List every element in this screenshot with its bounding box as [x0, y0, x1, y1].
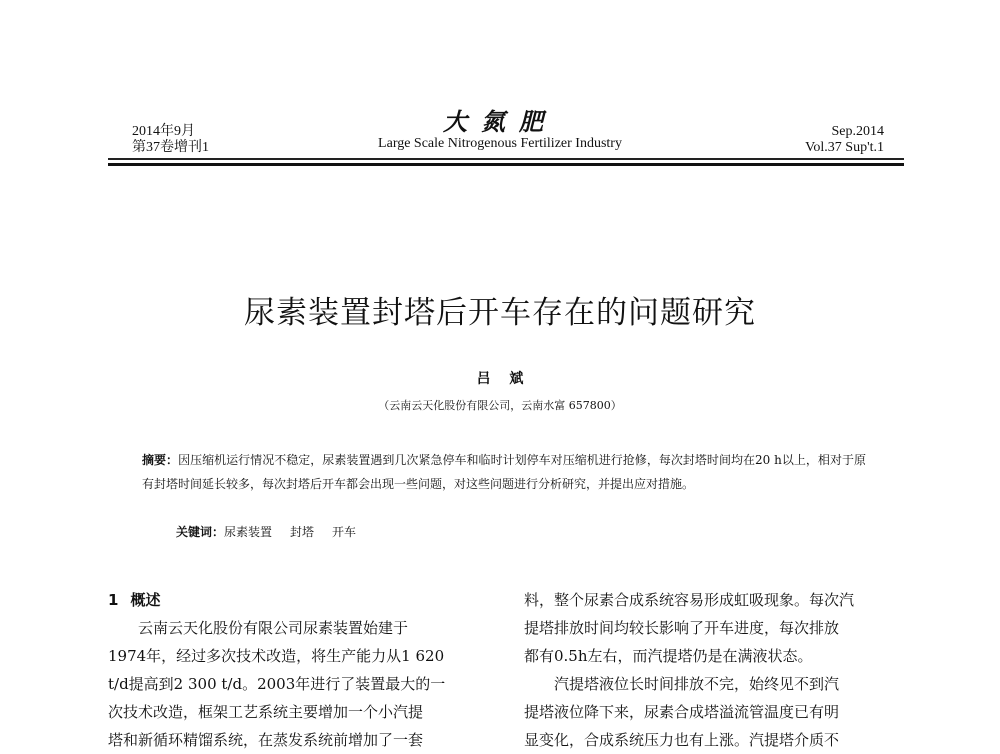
section-number: 1 [108, 591, 119, 609]
section-title: 概述 [130, 591, 161, 609]
body-line: 显变化，合成系统压力也有上涨。汽提塔介质不 [524, 731, 840, 749]
author-affiliation: （云南云天化股份有限公司，云南水富 657800） [378, 399, 622, 412]
body-line: 1974年，经过多次技术改造，将生产能力从1 620 [108, 647, 445, 665]
journal-name-en: Large Scale Nitrogenous Fertilizer Industry [378, 136, 622, 151]
header-rule-thick [108, 163, 904, 166]
body-line: t/d提高到2 300 t/d。2003年进行了装置最大的一 [108, 675, 446, 693]
issue-volume-en: Vol.37 Sup't.1 [805, 140, 884, 155]
body-line: 都有0.5h左右，而汽提塔仍是在满液状态。 [524, 647, 813, 665]
issue-date-en: Sep.2014 [831, 124, 884, 139]
author-name: 吕 斌 [476, 371, 524, 387]
body-line: 塔和新循环精馏系统，在蒸发系统前增加了一套 [108, 731, 424, 749]
header-rule-thin [108, 158, 904, 160]
header-right [805, 124, 884, 156]
section-heading [108, 586, 492, 614]
issue-volume-cn: 第37卷增刊1 [132, 140, 209, 155]
body-line: 料，整个尿素合成系统容易形成虹吸现象。每次汽 [524, 591, 855, 609]
body-line: 汽提塔液位长时间排放不完，始终见不到汽 [524, 675, 840, 693]
abstract-label: 摘要： [142, 453, 179, 467]
issue-date-cn: 2014年9月 [132, 124, 195, 139]
body-column-right [524, 586, 908, 754]
body-line: 提塔液位降下来，尿素合成塔溢流管温度已有明 [524, 703, 840, 721]
body-line: 次技术改造，框架工艺系统主要增加一个小汽提 [108, 703, 424, 721]
body-column-left [108, 586, 492, 754]
keyword: 开车 [332, 525, 357, 539]
body-line: 云南云天化股份有限公司尿素装置始建于 [108, 619, 409, 637]
abstract [142, 448, 866, 496]
article-title: 尿素装置封塔后开车存在的问题研究 [244, 295, 756, 331]
keywords [176, 520, 374, 544]
keyword: 尿素装置 [224, 525, 273, 539]
keyword: 封塔 [290, 525, 315, 539]
abstract-text: 因压缩机运行情况不稳定，尿素装置遇到几次紧急停车和临时计划停车对压缩机进行抢修，每次封塔时间均在20 h以上，相对于原有封塔时间延长较多，每次封塔后开车都会出现一些问题，对这些问题进行分析研究，并提出应对措施。 [142, 453, 866, 491]
journal-logo: 大氮肥 [443, 107, 557, 136]
keywords-label: 关键词： [176, 525, 225, 539]
body-line: 提塔排放时间均较长影响了开车进度，每次排放 [524, 619, 840, 637]
